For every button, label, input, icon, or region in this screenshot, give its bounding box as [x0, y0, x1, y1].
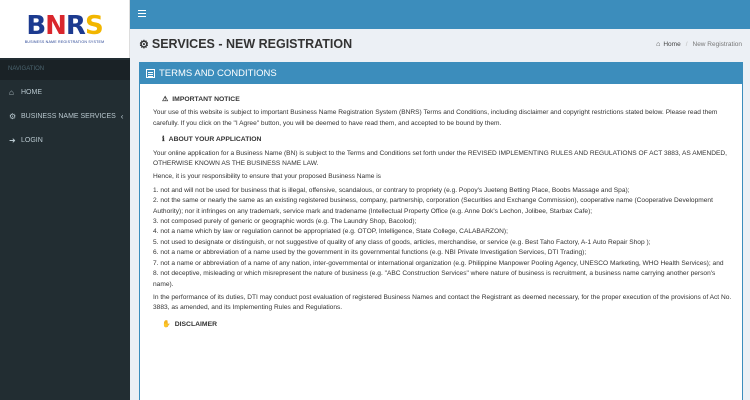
logo[interactable] [0, 0, 130, 58]
cogs-icon: ⚙ [139, 38, 149, 51]
sidebar-item-business-name-services[interactable] [0, 104, 130, 128]
home-icon: ⌂ [9, 87, 14, 97]
nav-header: NAVIGATION [0, 60, 130, 80]
breadcrumb-separator: / [685, 41, 688, 48]
page-title [139, 37, 352, 51]
terms-box-header [140, 63, 742, 84]
breadcrumb-home[interactable]: Home [663, 41, 681, 48]
hand-icon: ✋ [162, 320, 171, 328]
sign-in-icon: ➜ [9, 135, 16, 145]
sidebar-item-login[interactable] [0, 128, 130, 152]
terms-list [153, 186, 734, 290]
sidebar-item-label: LOGIN [21, 136, 43, 144]
top-navbar [130, 0, 750, 29]
logo-subtitle: BUSINESS NAME REGISTRATION SYSTEM [24, 40, 105, 44]
content-header [130, 29, 750, 59]
cogs-icon: ⚙ [9, 111, 17, 121]
important-notice-text: Your use of this website is subject to important Business Name Registration System (BNRS) Terms and Conditions, including disclaimer and copyright restrictions stated below. Please read them carefully. If you click on the "I Agree" button, you will be deemed to have read them, and accepted to be bound by them. [153, 109, 718, 127]
list-item: 7. not a name or abbreviation of a name of any nation, inter-governmental or international organization (e.g. Philippine Manpower Pooling Agency, UNESCO Marketing, WHO Health Services); and [153, 259, 724, 267]
breadcrumb-current: New Registration [692, 41, 742, 48]
chevron-left-icon: ‹ [120, 111, 124, 121]
terms-box-title: TERMS AND CONDITIONS [159, 68, 277, 79]
list-item: 6. not a name or abbreviation of a name used by the government in its governmental functions (e.g. NBI Private Investigation Services, DTI Trading); [153, 249, 587, 257]
list-item: 4. not a name which by law or regulation cannot be appropriated (e.g. OTOP, Intelligence, State College, CALABARZON); [153, 228, 508, 236]
list-item: 8. not deceptive, misleading or which misrepresent the nature of business (e.g. "ABC Construction Services" where nature of business is recruitment, a business name carrying another person's name). [153, 270, 716, 288]
home-icon: ⌂ [656, 41, 661, 48]
menu-toggle-icon[interactable] [138, 10, 146, 17]
page-title-text: SERVICES - NEW REGISTRATION [151, 37, 353, 51]
sidebar-item-label: BUSINESS NAME SERVICES [21, 112, 116, 120]
about-application-text: Your online application for a Business Name (BN) is subject to the Terms and Conditions set forth under the REVISED IMPLEMENTING RULES AND REGULATIONS OF ACT 3883, AS AMENDED, OTHERWISE KNOWN AS THE BUSINESS NAME LAW. [153, 149, 728, 168]
terms-box-body [140, 84, 742, 330]
list-item: 5. not used to designate or distinguish, or not suggestive of quality of any class of goods, articles, merchandise, or service (e.g. Best Taho Factory, A-1 Auto Repair Shop ); [153, 238, 651, 246]
sidebar-item-home[interactable] [0, 80, 130, 104]
disclaimer-heading: ✋ DISCLAIMER [162, 320, 734, 330]
breadcrumb [656, 41, 742, 48]
list-item: 2. not the same or nearly the same as an existing registered business, company, partnership, corporation (Securities and Exchange Commission), cooperative name (Cooperative Development Authority); nor it infringes on any trademark, service mark and tradename (Intellectual Property Office (e.g. Anne Dok's Lechon, Jolibee, Starbax Cafe); [153, 197, 713, 215]
sidebar-item-label: HOME [21, 88, 42, 96]
about-application-lead: Hence, it is your responsibility to ensure that your proposed Business Name is [153, 173, 381, 181]
terms-box [139, 62, 743, 400]
sidebar [0, 0, 130, 400]
warning-icon: ⚠ [162, 96, 169, 103]
about-application-heading: ℹ ABOUT YOUR APPLICATION [162, 135, 734, 145]
about-application-closing: In the performance of its duties, DTI may conduct post evaluation of registered Business Names and contact the Registrant as deemed necessary, for the proper execution of the provisions of Act No. 3883, as amended, and its Implementing Rules and Regulations. [153, 293, 732, 312]
list-alt-icon [146, 69, 155, 78]
logo-wordmark: BNRS [26, 11, 103, 41]
info-icon: ℹ [162, 136, 165, 144]
list-item: 3. not composed purely of generic or geographic words (e.g. The Laundry Shop, Bacolod); [153, 218, 417, 226]
important-notice-heading: ⚠ IMPORTANT NOTICE [162, 95, 734, 105]
list-item: 1. not and will not be used for business that is illegal, offensive, scandalous, or contrary to propriety (e.g. Popoy's Jueteng Betting Place, Boobs Massage and Spa); [153, 186, 630, 194]
